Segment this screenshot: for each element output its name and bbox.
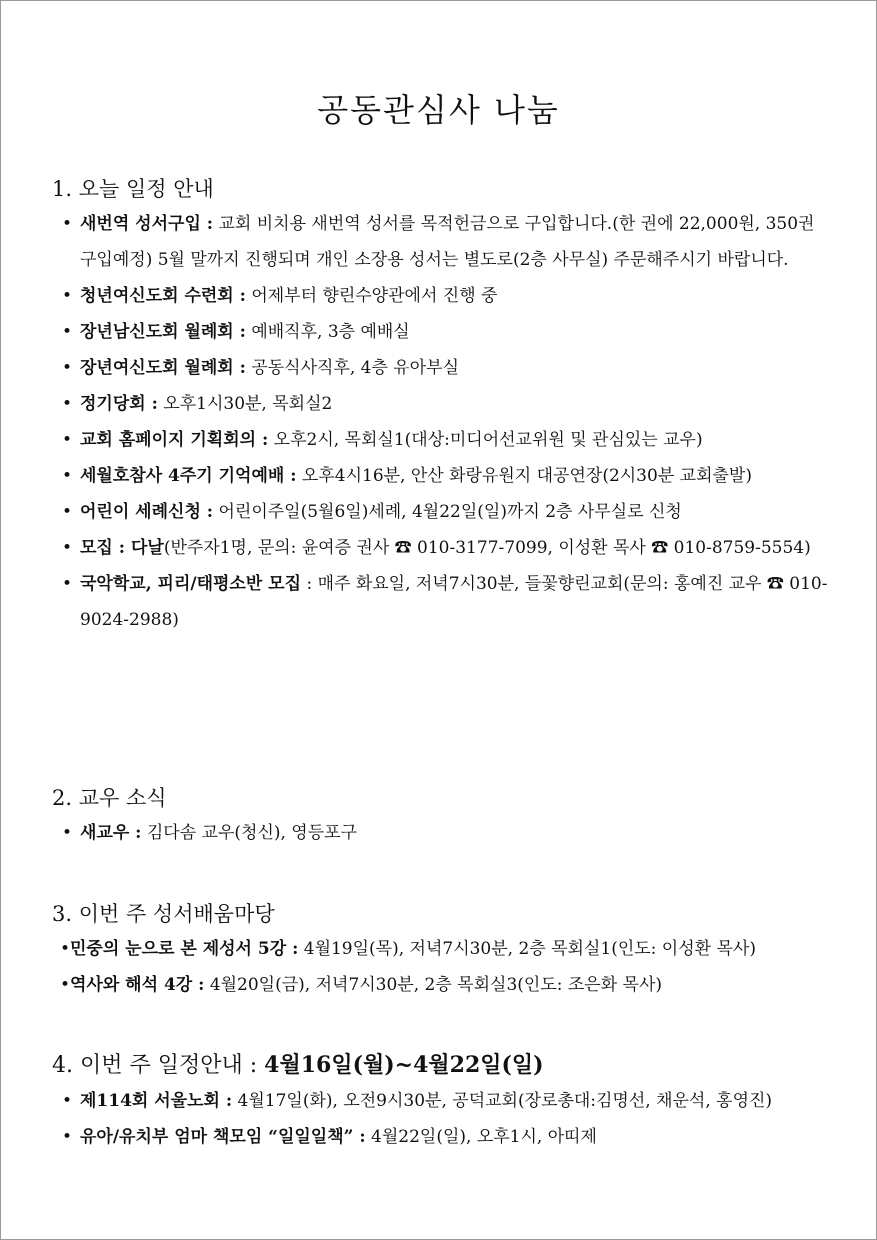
item-label: 국악학교, 피리/태평소반 모집 <box>80 574 302 594</box>
item-label: 제114회 서울노회 : <box>80 1091 233 1111</box>
item-text: 교회 비치용 새번역 성서를 목적헌금으로 구입합니다.(한 권에 22,000원, 350권 구입예정) 5월 말까지 진행되며 개인 소장용 성서는 별도로(2층 사무실) 주문해주시기 바랍니다. <box>80 214 815 270</box>
item-text: 어린이주일(5월6일)세례, 4월22일(일)까지 2층 사무실로 신청 <box>218 502 682 522</box>
heading-prefix: 4. 이번 주 일정안내 : <box>52 1053 258 1078</box>
bullet-list <box>52 206 832 638</box>
section-weekly-schedule <box>52 1048 832 1155</box>
item-label: 모집 : 다날 <box>80 538 164 558</box>
list-item <box>52 494 832 530</box>
item-label: 민중의 눈으로 본 제성서 5강 : <box>70 939 299 959</box>
list-item <box>52 931 832 967</box>
item-label: 정기당회 : <box>80 394 158 414</box>
item-label: 장년여신도회 월례회 : <box>80 358 246 378</box>
item-label: 새번역 성서구입 : <box>80 214 214 234</box>
list-item <box>52 566 832 638</box>
item-text: 4월19일(목), 저녁7시30분, 2층 목회실1(인도: 이성환 목사) <box>303 939 756 959</box>
section-schedule-today <box>52 172 832 638</box>
item-label: 유아/유치부 엄마 책모임 “일일일책” : <box>80 1127 366 1147</box>
list-item <box>52 815 832 851</box>
section-bible-study <box>52 897 832 1003</box>
list-item <box>52 1083 832 1119</box>
item-text: 4월22일(일), 오후1시, 아띠제 <box>371 1127 597 1147</box>
list-item <box>52 278 832 314</box>
list-item <box>52 422 832 458</box>
item-text: 김다솜 교우(청신), 영등포구 <box>146 823 357 843</box>
list-item <box>52 1119 832 1155</box>
item-text: 4월20일(금), 저녁7시30분, 2층 목회실3(인도: 조은화 목사) <box>209 975 663 995</box>
section-heading: 1. 오늘 일정 안내 <box>52 177 214 201</box>
item-text: 예배직후, 3층 예배실 <box>251 322 410 342</box>
page-title: 공동관심사 나눔 <box>317 91 560 129</box>
section-heading: 2. 교우 소식 <box>52 786 167 810</box>
list-item <box>52 386 832 422</box>
item-text: 오후2시, 목회실1(대상:미디어선교위원 및 관심있는 교우) <box>273 430 703 450</box>
item-text: 어제부터 향린수양관에서 진행 중 <box>251 286 498 306</box>
bullet-list <box>52 815 832 851</box>
item-text: 오후1시30분, 목회실2 <box>163 394 333 414</box>
item-text: 공동식사직후, 4층 유아부실 <box>251 358 459 378</box>
item-label: 세월호참사 4주기 기억예배 : <box>80 466 297 486</box>
section-heading: 3. 이번 주 성서배움마당 <box>52 902 275 926</box>
item-label: 어린이 세례신청 : <box>80 502 214 522</box>
item-text: (반주자1명, 문의: 윤여증 권사 ☎ 010-3177-7099, 이성환 목사 ☎ 010-8759-5554) <box>163 538 811 558</box>
item-text: 4월17일(화), 오전9시30분, 공덕교회(장로총대:김명선, 채운석, 홍영진) <box>237 1091 773 1111</box>
item-label: 청년여신도회 수련회 : <box>80 286 246 306</box>
list-item <box>52 530 832 566</box>
item-label: 역사와 해석 4강 : <box>70 975 205 995</box>
item-label: 새교우 : <box>80 823 142 843</box>
item-text: : 매주 화요일, 저녁7시30분, 들꽃향린교회(문의: 홍예진 교우 ☎ 010-9024-2988) <box>80 574 828 630</box>
list-item <box>52 206 832 278</box>
bullet-list <box>52 1083 832 1155</box>
list-item <box>52 314 832 350</box>
section-heading <box>52 1048 832 1083</box>
bullet-list <box>52 931 832 1003</box>
list-item <box>52 967 832 1003</box>
item-label: 장년남신도회 월례회 : <box>80 322 246 342</box>
item-text: 오후4시16분, 안산 화랑유원지 대공연장(2시30분 교회출발) <box>301 466 752 486</box>
list-item <box>52 350 832 386</box>
section-member-news <box>52 781 832 851</box>
heading-dates: 4월16일(월)~4월22일(일) <box>264 1052 544 1078</box>
list-item <box>52 458 832 494</box>
item-label: 교회 홈페이지 기획회의 : <box>80 430 269 450</box>
